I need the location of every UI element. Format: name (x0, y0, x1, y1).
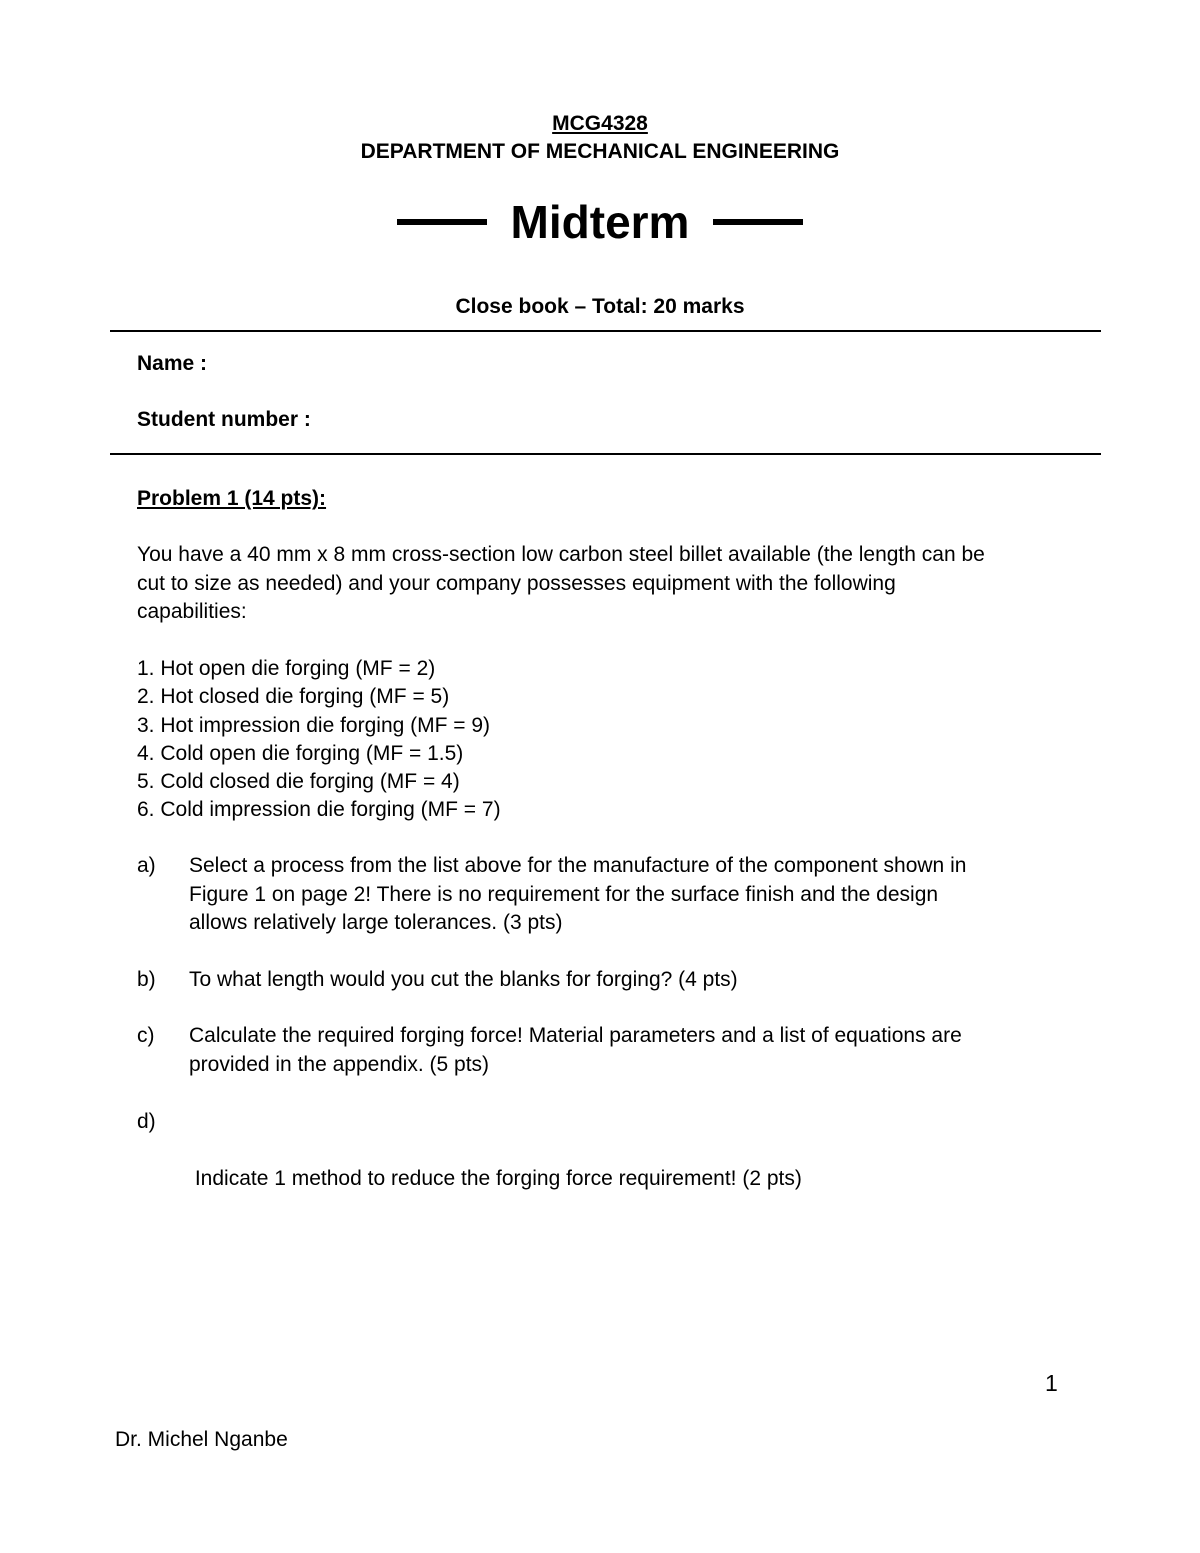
question-line: To what length would you cut the blanks for forging? (4 pts) (189, 968, 738, 991)
question-line: Select a process from the list above for the manufacture of the component shown in (189, 854, 967, 877)
process-item: 6. Cold impression die forging (MF = 7) (137, 798, 501, 822)
exam-subtitle: Close book – Total: 20 marks (455, 295, 745, 318)
problem-intro (137, 541, 1097, 627)
bottom-divider (110, 453, 1101, 455)
process-item: 2. Hot closed die forging (MF = 5) (137, 685, 450, 709)
problem-title: Problem 1 (14 pts): (137, 487, 327, 510)
question-c-text (189, 1022, 1089, 1079)
intro-line: You have a 40 mm x 8 mm cross-section low carbon steel billet available (the length can be (137, 543, 985, 566)
name-label: Name : (137, 352, 208, 375)
question-c-letter: c) (137, 1024, 155, 1047)
question-line: provided in the appendix. (5 pts) (189, 1052, 490, 1076)
question-line: Figure 1 on page 2! There is no requirement for the surface finish and the design (189, 882, 939, 906)
intro-line: cut to size as needed) and your company possesses equipment with the following (137, 571, 896, 595)
department-name: DEPARTMENT OF MECHANICAL ENGINEERING (360, 140, 840, 163)
question-d-text (189, 1108, 1089, 1222)
page-title: Midterm (510, 196, 690, 248)
process-item: 1. Hot open die forging (MF = 2) (137, 657, 436, 680)
page-number: 1 (1045, 1370, 1058, 1396)
top-divider (110, 330, 1101, 332)
question-d-letter: d) (137, 1110, 156, 1133)
title-left-bar (397, 219, 487, 225)
intro-line: capabilities: (137, 600, 247, 623)
question-line: allows relatively large tolerances. (3 pts) (189, 911, 563, 934)
title-row (0, 192, 1200, 252)
process-item: 4. Cold open die forging (MF = 1.5) (137, 741, 464, 765)
student-number-label: Student number : (137, 408, 311, 431)
question-b-text (189, 966, 1089, 995)
title-right-bar (713, 219, 803, 225)
question-a-letter: a) (137, 854, 156, 877)
question-line: Indicate 1 method to reduce the forging force requirement! (2 pts) (189, 1167, 802, 1190)
process-item: 3. Hot impression die forging (MF = 9) (137, 713, 491, 737)
course-code: MCG4328 (552, 112, 648, 135)
author-footer: Dr. Michel Nganbe (115, 1428, 288, 1451)
question-a-text (189, 852, 1089, 938)
process-item: 5. Cold closed die forging (MF = 4) (137, 770, 460, 794)
question-line: Calculate the required forging force! Material parameters and a list of equations are (189, 1024, 962, 1047)
process-list (137, 655, 501, 825)
question-b-letter: b) (137, 968, 156, 991)
